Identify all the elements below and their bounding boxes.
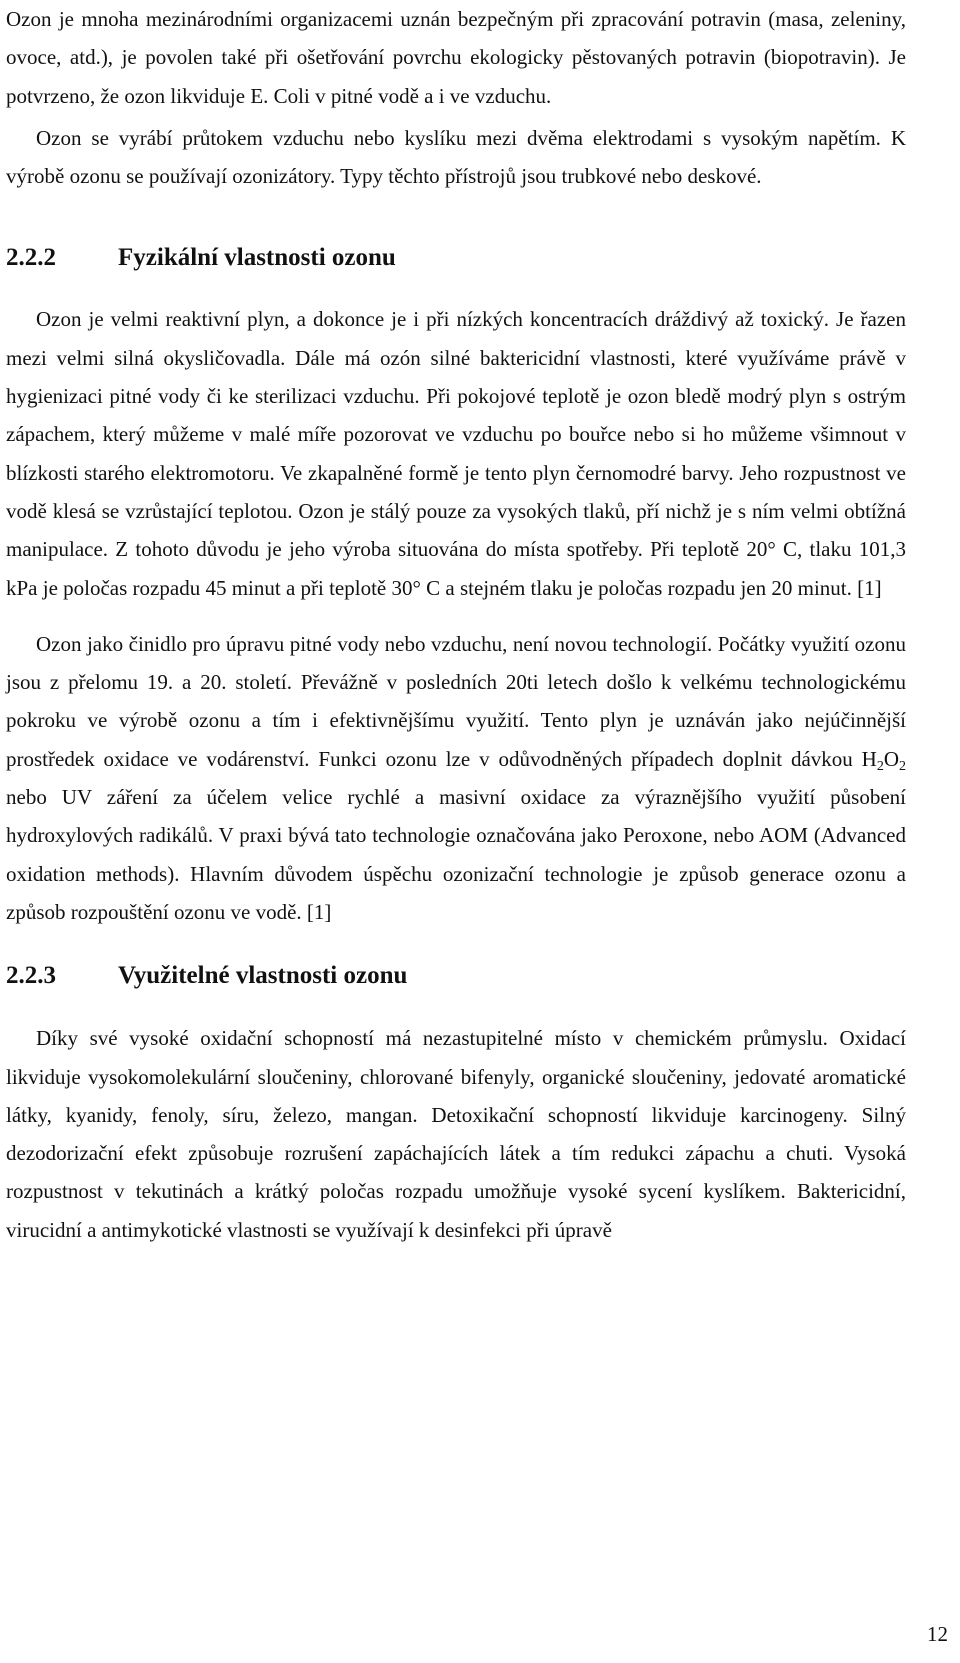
subscript: 2 bbox=[876, 758, 884, 774]
paragraph-ozone-production: Ozon se vyrábí průtokem vzduchu nebo kyslíku mezi dvěma elektrodami s vysokým napětím. K výrobě ozonu se používají ozonizátory. Typy těchto přístrojů jsou trubkové nebo deskové. bbox=[6, 125, 906, 189]
subscript: 2 bbox=[899, 758, 906, 774]
section-heading-222 bbox=[6, 238, 906, 278]
text-run: Ozon jako činidlo pro úpravu pitné vody nebo vzduchu, není novou technologií. Počátky využití ozonu jsou z přelomu 19. a 20. století. Převážně v posledních 20ti letech došlo k velkému technologickému pokroku ve výrobě ozonu a tím i efektivnějšímu využití. Tento plyn je uznáván jako nejúčinnější prostředek oxidace ve vodárenství. Funkci ozonu lze v odůvodněných případech doplnit dávkou H bbox=[6, 631, 906, 771]
text-run: nebo UV záření za účelem velice rychlé a masivní oxidace za výraznějšího využití působení hydroxylových radikálů. V praxi bývá tato technologie označována jako Peroxone, nebo AOM (Advanced oxidation methods). Hlavním důvodem úspěchu ozonizační technologie je způsob generace ozonu a způsob rozpouštění ozonu ve vodě. [1] bbox=[6, 785, 906, 924]
section-title: Využitelné vlastnosti ozonu bbox=[118, 962, 408, 990]
text-run: O bbox=[883, 746, 899, 771]
page-number: 12 bbox=[927, 1622, 948, 1646]
paragraph-ozone-food-safety: Ozon je mnoha mezinárodními organizacemi uznán bezpečným při zpracování potravin (masa, zeleniny, ovoce, atd.), je povolen také při ošetřování povrchu ekologicky pěstovaných potravin (biopotravin). Je potvrzeno, že ozon likviduje E. Coli v pitné vodě a i ve vzduchu. bbox=[6, 7, 906, 108]
section-heading-223 bbox=[6, 956, 906, 996]
section-number: 2.2.3 bbox=[6, 962, 56, 990]
paragraph-usable-properties: Díky své vysoké oxidační schopností má nezastupitelné místo v chemickém průmyslu. Oxidací likviduje vysokomolekulární sloučeniny, chlorované bifenyly, organické sloučeniny, jedovaté aromatické látky, kyanidy, fenoly, síru, železo, mangan. Detoxikační schopností likviduje karcinogeny. Silný dezodorizační efekt způsobuje rozrušení zapáchajících látek a tím redukci zápachu a chuti. Vysoká rozpustnost v tekutinách a krátký poločas rozpadu umožňuje vysoké sycení kyslíkem. Baktericidní, virucidní a antimykotické vlastnosti se využívají k desinfekci při úpravě bbox=[6, 1026, 906, 1242]
paragraph-physical-properties: Ozon je velmi reaktivní plyn, a dokonce je i při nízkých koncentracích dráždivý až toxický. Je řazen mezi velmi silná okysličovadla. Dále má ozón silné baktericidní vlastnosti, které využíváme právě v hygienizaci pitné vody či ke sterilizaci vzduchu. Při pokojové teplotě je ozon bledě modrý plyn s ostrým zápachem, který můžeme v malé míře pozorovat ve vzduchu po bouřce nebo si ho můžeme všimnout v blízkosti starého elektromotoru. Ve zkapalněné formě je tento plyn černomodré barvy. Jeho rozpustnost ve vodě klesá se vzrůstající teplotou. Ozon je stálý pouze za vysokých tlaků, pří nichž je s ním velmi obtížná manipulace. Z tohoto důvodu je jeho výroba situována do místa spotřeby. Při teplotě 20° C, tlaku 101,3 kPa je poločas rozpadu 45 minut a při teplotě 30° C a stejném tlaku je poločas rozpadu jen 20 minut. [1] bbox=[6, 307, 906, 600]
section-title: Fyzikální vlastnosti ozonu bbox=[118, 244, 396, 272]
document-page bbox=[6, 0, 906, 1249]
section-number: 2.2.2 bbox=[6, 244, 56, 272]
paragraph-ozone-technology bbox=[6, 625, 906, 931]
